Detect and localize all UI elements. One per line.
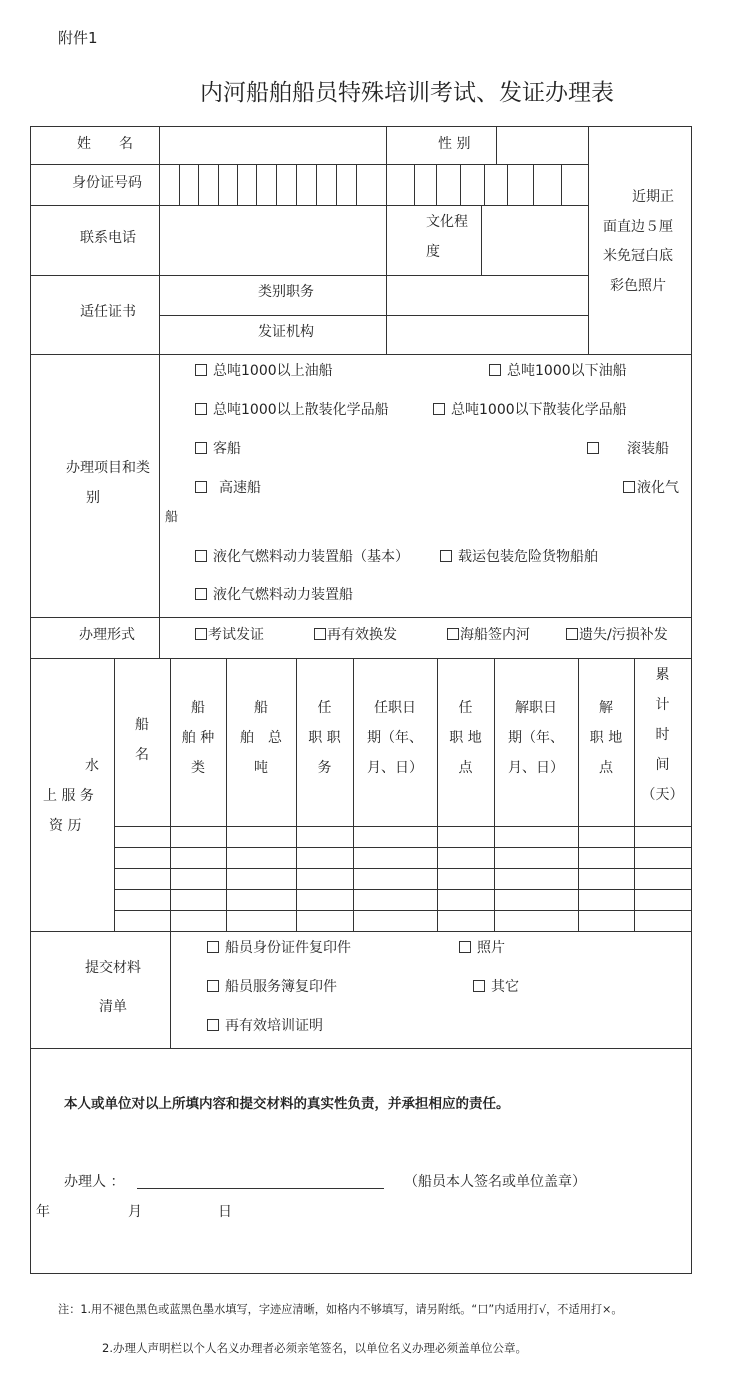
checkbox[interactable]: [207, 980, 219, 992]
category-duty-input[interactable]: [387, 276, 588, 315]
items-label: 办理项目和类: [66, 460, 150, 476]
note-2: 2.办理人声明栏以个人名义办理者必须亲笔签名，以单位名义办理必须盖单位公章。: [102, 1341, 527, 1355]
signer-note: （船员本人签名或单位盖章）: [404, 1174, 586, 1190]
option-chem-below-1000[interactable]: 总吨1000以下散装化学品船: [433, 402, 627, 418]
photo-text-3: 米免冠白底: [603, 248, 673, 264]
option-dangerous-goods[interactable]: 载运包装危险货物船舶: [440, 549, 598, 565]
service-label-1: 水: [85, 758, 99, 774]
checkbox[interactable]: [195, 628, 207, 640]
certificate-label: 适任证书: [80, 304, 136, 320]
issuing-authority-label: 发证机构: [258, 324, 314, 340]
col-start-date: 任职日 期（年、 月、日）: [367, 700, 423, 776]
option-lng-carrier[interactable]: 液化气: [623, 480, 679, 496]
checkbox[interactable]: [195, 364, 207, 376]
id-number-input[interactable]: [160, 165, 588, 205]
option-passenger-ship[interactable]: 客船: [195, 441, 241, 457]
service-rows[interactable]: [115, 827, 691, 931]
material-other[interactable]: 其它: [473, 979, 519, 995]
service-label-2: 上 服 务: [43, 788, 94, 804]
checkbox[interactable]: [473, 980, 485, 992]
col-end-date: 解职日 期（年、 月、日）: [508, 700, 564, 776]
col-ship-name: 船 名: [135, 717, 149, 763]
checkbox[interactable]: [207, 1019, 219, 1031]
materials-label: 提交材料: [85, 960, 141, 976]
items-label-cont: 别: [86, 490, 100, 506]
date-year: 年: [36, 1204, 50, 1220]
form-type-exam[interactable]: 考试发证: [195, 627, 264, 643]
option-oil-above-1000[interactable]: 总吨1000以上油船: [195, 363, 333, 379]
option-lng-fuel[interactable]: 液化气燃料动力装置船: [195, 587, 353, 603]
checkbox[interactable]: [195, 481, 207, 493]
form-type-reissue[interactable]: 遗失/污损补发: [566, 627, 668, 643]
checkbox[interactable]: [433, 403, 445, 415]
checkbox[interactable]: [195, 442, 207, 454]
checkbox[interactable]: [195, 550, 207, 562]
date-day: 日: [218, 1204, 232, 1220]
education-label: 文化程: [426, 214, 468, 230]
attachment-label: 附件1: [58, 29, 98, 47]
education-label-cont: 度: [426, 244, 440, 260]
option-lng-carrier-cont: 船: [165, 510, 179, 525]
checkbox[interactable]: [623, 481, 635, 493]
gender-label: 性 别: [438, 136, 471, 152]
col-ship-type: 船 舶 种 类: [181, 700, 215, 776]
signature-field[interactable]: [137, 1172, 384, 1189]
date-month: 月: [128, 1204, 142, 1220]
note-1: 注：1.用不褪色黑色或蓝黑色墨水填写，字迹应清晰，如格内不够填写，请另附纸。“口”内适用打√，不适用打×。: [58, 1303, 623, 1316]
category-duty-label: 类别职务: [258, 284, 314, 300]
photo-text-1: 近期正: [632, 189, 674, 205]
col-total-days: 累 计 时 间 （天）: [641, 667, 684, 803]
option-roro-ship[interactable]: 滚装船: [587, 441, 669, 457]
form-type-sea-to-inland[interactable]: 海船签内河: [447, 627, 530, 643]
education-input[interactable]: [482, 206, 588, 275]
checkbox[interactable]: [207, 941, 219, 953]
page-title: 内河船舶船员特殊培训考试、发证办理表: [200, 80, 614, 106]
declaration-statement: 本人或单位对以上所填内容和提交材料的真实性负责，并承担相应的责任。: [64, 1096, 510, 1112]
material-service-book[interactable]: 船员服务簿复印件: [207, 979, 337, 995]
photo-text-4: 彩色照片: [610, 278, 666, 294]
checkbox[interactable]: [459, 941, 471, 953]
form-type-revalidate[interactable]: 再有效换发: [314, 627, 397, 643]
checkbox[interactable]: [566, 628, 578, 640]
phone-label: 联系电话: [80, 230, 136, 246]
col-tonnage: 船 舶 总 吨: [240, 700, 282, 776]
checkbox[interactable]: [195, 403, 207, 415]
service-label-3: 资 历: [49, 818, 82, 834]
checkbox[interactable]: [314, 628, 326, 640]
option-oil-below-1000[interactable]: 总吨1000以下油船: [489, 363, 627, 379]
gender-input[interactable]: [497, 127, 588, 164]
materials-label-cont: 清单: [99, 999, 127, 1015]
material-training-proof[interactable]: 再有效培训证明: [207, 1018, 323, 1034]
name-label: 姓 名: [77, 136, 133, 152]
issuing-authority-input[interactable]: [387, 316, 588, 354]
checkbox[interactable]: [587, 442, 599, 454]
option-lng-fuel-basic[interactable]: 液化气燃料动力装置船（基本）: [195, 549, 409, 565]
checkbox[interactable]: [440, 550, 452, 562]
checkbox[interactable]: [447, 628, 459, 640]
option-chem-above-1000[interactable]: 总吨1000以上散装化学品船: [195, 402, 389, 418]
signer-label: 办理人 ：: [64, 1174, 125, 1190]
photo-text-2: 面直边５厘: [603, 219, 673, 235]
phone-input[interactable]: [160, 206, 386, 275]
checkbox[interactable]: [489, 364, 501, 376]
col-duty: 任 职 职 务: [308, 700, 341, 776]
material-id-copy[interactable]: 船员身份证件复印件: [207, 940, 351, 956]
col-end-place: 解 职 地 点: [589, 700, 623, 776]
checkbox[interactable]: [195, 588, 207, 600]
option-high-speed[interactable]: 高速船: [195, 480, 261, 496]
name-input[interactable]: [160, 127, 386, 164]
id-number-label: 身份证号码: [72, 175, 142, 191]
material-photo[interactable]: 照片: [459, 940, 505, 956]
form-type-label: 办理形式: [79, 627, 135, 643]
col-start-place: 任 职 地 点: [449, 700, 482, 776]
